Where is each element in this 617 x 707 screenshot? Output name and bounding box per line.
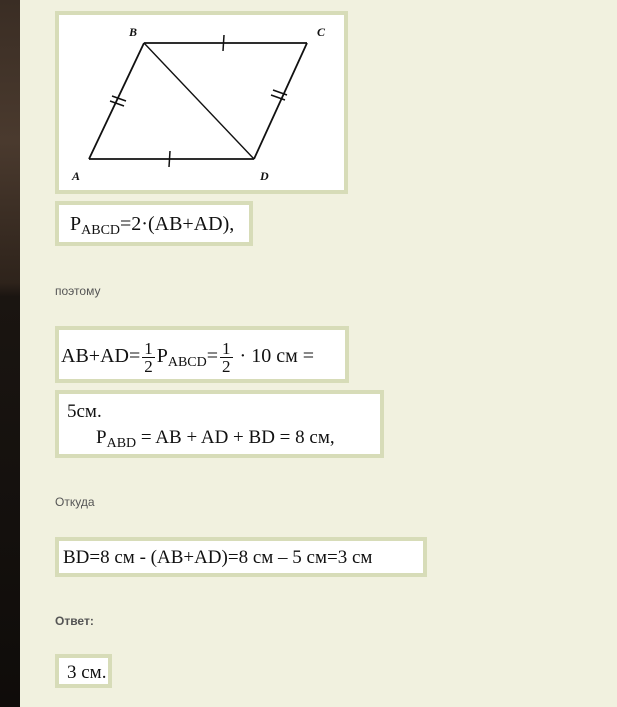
formula-abd-line2: $P_{ABD}$ = AB + AD + BD = 8 см, [96,427,335,451]
diagonal-bd [144,43,254,159]
formula-abd-frame [55,390,384,458]
tick-ad [169,151,170,167]
figure-frame [55,11,348,194]
vertex-label-c: C [317,25,326,39]
parallelogram-figure [59,15,344,190]
left-background-strip [0,0,20,707]
answer-frame [55,654,112,688]
formula-perimeter-frame [55,201,253,246]
side-cd [254,43,307,159]
caption-whence: Откуда [55,495,95,509]
formula-perimeter: $P_{ABCD}=2\cdot(AB+AD)$, [70,213,235,238]
formula-bd: BD=8 см - (AB+AD)=8 см – 5 см=3 см [63,547,373,568]
vertex-label-d: D [260,169,269,183]
caption-therefore: поэтому [55,284,101,298]
formula-abd-line1: 5см. [67,401,102,422]
side-ab [89,43,144,159]
vertex-label-a: A [72,169,81,183]
formula-half-frame [55,326,349,383]
answer-text: 3 см. [67,662,107,683]
vertex-label-b: B [129,25,138,39]
tick-bc [223,35,224,51]
formula-half: AB+AD= $\frac{1}{2}$ $P_{ABCD}=$ $\frac{1}{2}$ · 10 см = [61,338,315,376]
caption-answer: Ответ: [55,614,94,628]
formula-bd-frame [55,537,427,577]
